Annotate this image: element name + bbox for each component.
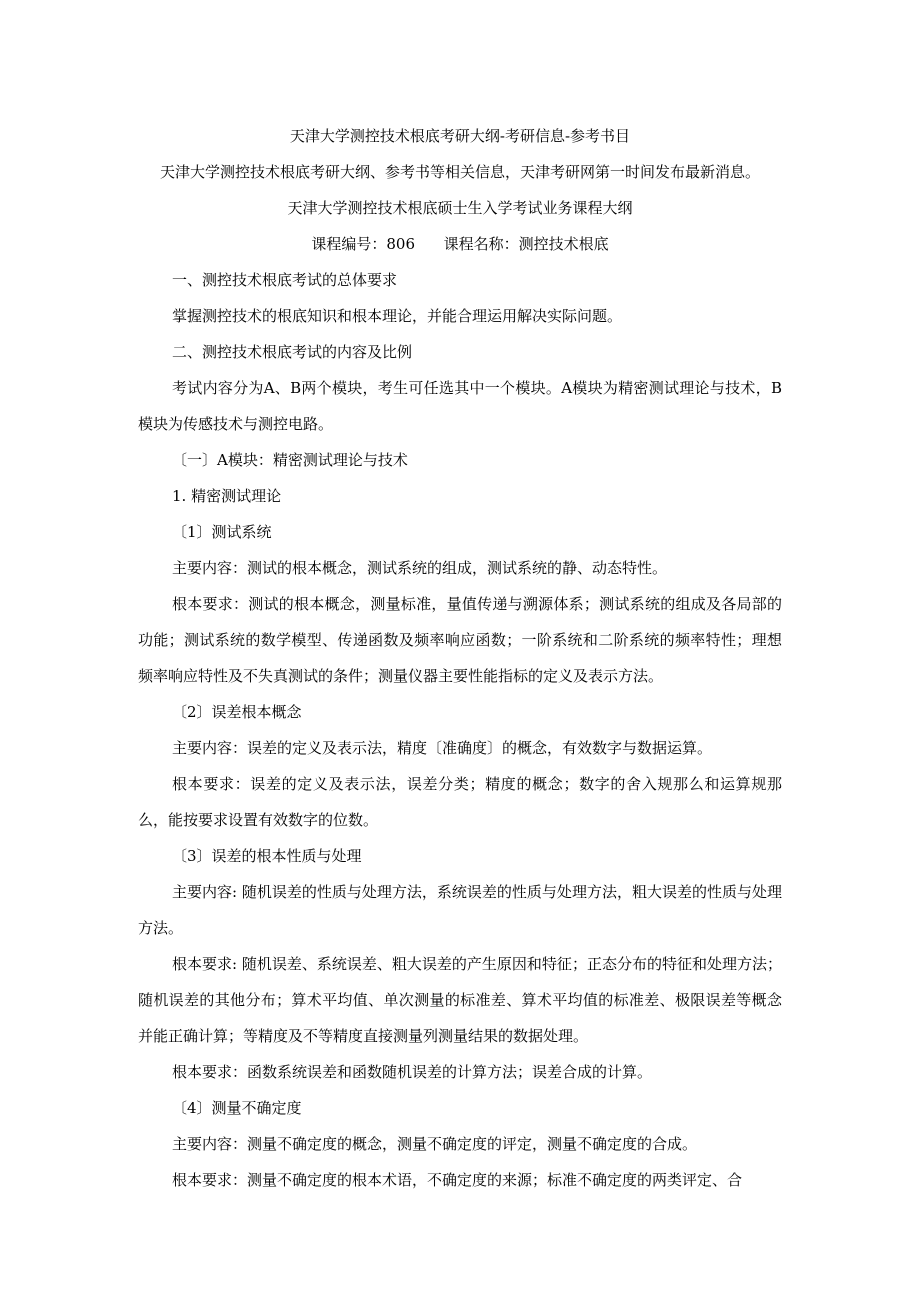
paragraph-requirements: 掌握测控技术的根底知识和根本理论，并能合理运用解决实际问题。 [172, 307, 623, 325]
item-heading-precision-theory: 1. 精密测试理论 [172, 487, 282, 505]
subsection-heading-module-a: 〔一〕A模块：精密测试理论与技术 [172, 451, 408, 469]
syllabus-heading: 天津大学测控技术根底硕士生入学考试业务课程大纲 [287, 199, 633, 217]
paragraph-error-concepts-requirements: 根本要求：误差的定义及表示法，误差分类；精度的概念；数字的舍入规那么和运算规那么，能按要求设置有效数字的位数。 [138, 775, 782, 829]
paragraph-error-concepts-content: 主要内容：误差的定义及表示法，精度〔准确度〕的概念，有效数字与数据运算。 [172, 739, 713, 757]
paragraph-error-synthesis-requirements: 根本要求：函数系统误差和函数随机误差的计算方法；误差合成的计算。 [172, 1063, 653, 1081]
document-title: 天津大学测控技术根底考研大纲-考研信息-参考书目 [289, 127, 631, 145]
item-heading-test-system: 〔1〕测试系统 [172, 523, 272, 541]
section-heading-content: 二、测控技术根底考试的内容及比例 [172, 343, 413, 361]
item-heading-uncertainty: 〔4〕测量不确定度 [172, 1099, 302, 1117]
item-heading-error-concepts: 〔2〕误差根本概念 [172, 703, 302, 721]
paragraph-error-properties-requirements: 根本要求: 随机误差、系统误差、粗大误差的产生原因和特征；正态分布的特征和处理方法；随机误差的其他分布；算术平均值、单次测量的标准差、算术平均值的标准差、极限误差等概念并能正确计算；等精度及不等精度直接测量列测量结果的数据处理。 [138, 955, 782, 1045]
document-subtitle: 天津大学测控技术根底考研大纲、参考书等相关信息，天津考研网第一时间发布最新消息。 [159, 163, 760, 181]
item-heading-error-properties: 〔3〕误差的根本性质与处理 [172, 847, 362, 865]
paragraph-test-system-content: 主要内容：测试的根本概念，测试系统的组成，测试系统的静、动态特性。 [172, 559, 668, 577]
paragraph-modules: 考试内容分为A、B两个模块，考生可任选其中一个模块。A模块为精密测试理论与技术，B模块为传感技术与测控电路。 [138, 379, 782, 433]
course-info: 课程编号：806 课程名称：测控技术根底 [311, 235, 609, 253]
paragraph-error-properties-content: 主要内容: 随机误差的性质与处理方法，系统误差的性质与处理方法，粗大误差的性质与处理方法。 [138, 883, 782, 937]
document-page [138, 118, 782, 1198]
paragraph-test-system-requirements: 根本要求：测试的根本概念，测量标准，量值传递与溯源体系；测试系统的组成及各局部的功能；测试系统的数学模型、传递函数及频率响应函数；一阶系统和二阶系统的频率特性；理想频率响应特性及不失真测试的条件；测量仪器主要性能指标的定义及表示方法。 [138, 595, 782, 685]
paragraph-uncertainty-requirements: 根本要求：测量不确定度的根本术语，不确定度的来源；标准不确定度的两类评定、合 [172, 1171, 743, 1189]
section-heading-requirements: 一、测控技术根底考试的总体要求 [172, 271, 398, 289]
paragraph-uncertainty-content: 主要内容：测量不确定度的概念，测量不确定度的评定，测量不确定度的合成。 [172, 1135, 698, 1153]
